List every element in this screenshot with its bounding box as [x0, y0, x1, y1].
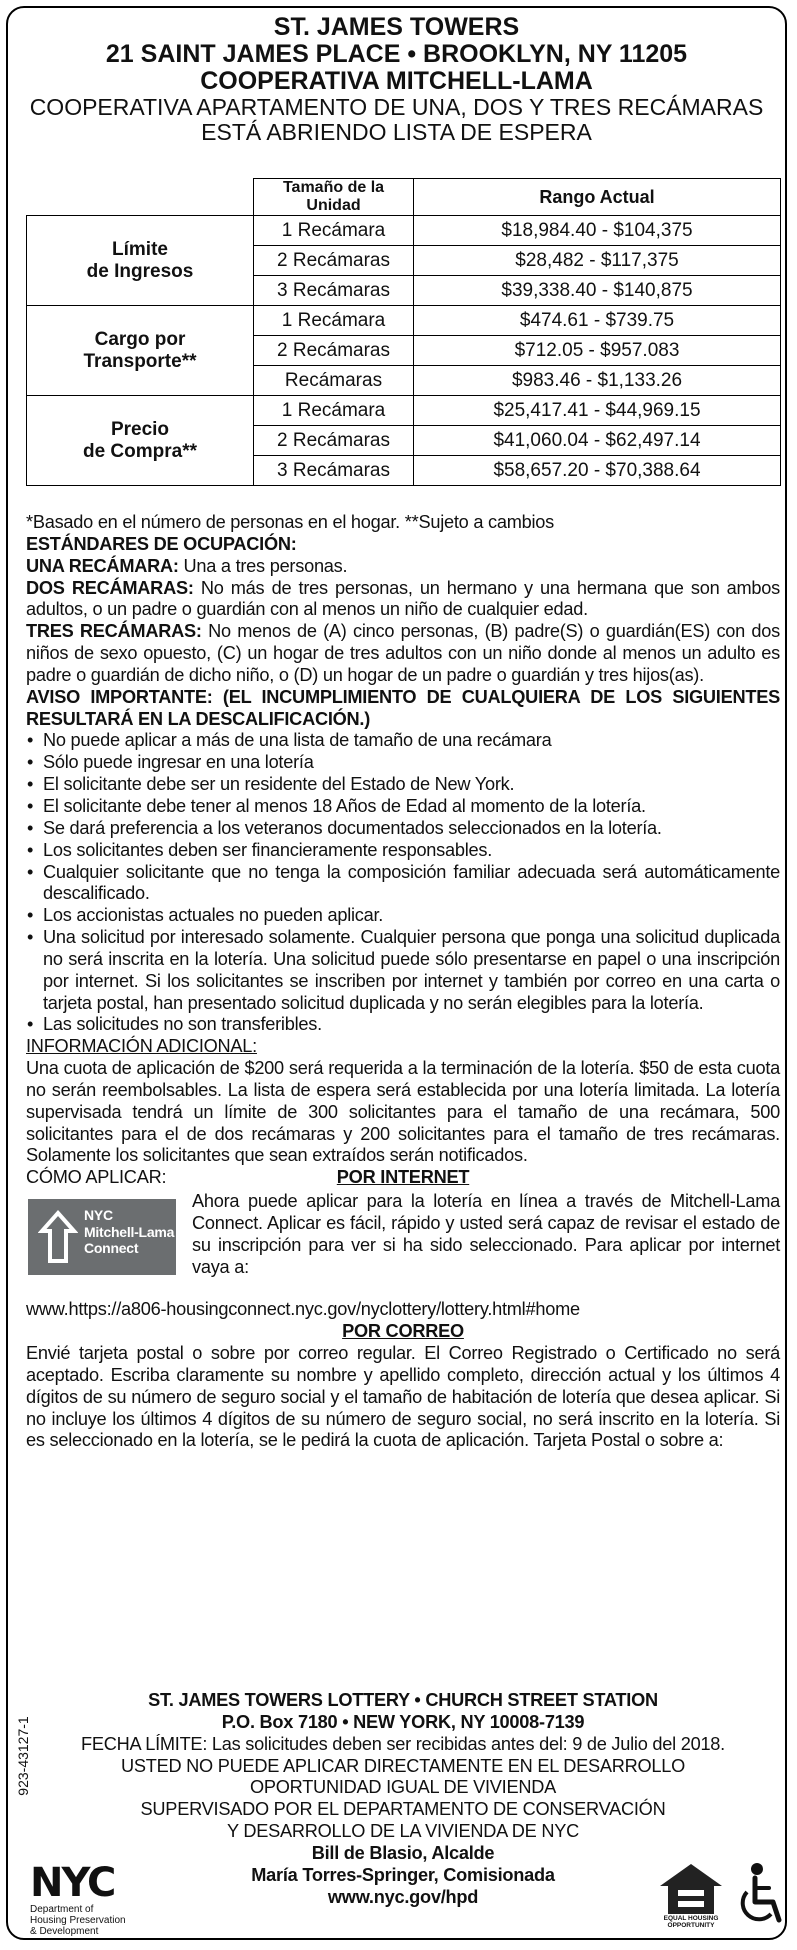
unit-cell: 2 Recámaras [254, 336, 414, 366]
range-cell: $18,984.40 - $104,375 [414, 216, 781, 246]
commissioner: María Torres-Springer, Comisionada [251, 1864, 555, 1885]
list-item: • Se dará preferencia a los veteranos documentados seleccionados en la lotería. [26, 818, 780, 840]
logo-text-nyc: NYC [84, 1207, 113, 1224]
income-limit-label: Límite de Ingresos [27, 216, 254, 306]
table-header-row [27, 179, 781, 216]
unit-cell: 3 Recámaras [254, 456, 414, 486]
logo-text-mitchell-lama: Mitchell-Lama [84, 1223, 175, 1240]
footnote: *Basado en el número de personas en el hogar. **Sujeto a cambios [26, 512, 554, 532]
unit-cell: 2 Recámaras [254, 246, 414, 276]
equal-housing-icon [656, 1860, 726, 1916]
additional-info-text: Una cuota de aplicación de $200 será requerida a la terminación de la lotería. $50 de esta cuota no serán reembolsables. La lista de espera será establecida por una lotería limitada. La lotería supervisada tendrá un límite de 300 solicitantes para el tamaño de una recámara, 500 solicitantes para el de dos recámaras y 200 solicitantes para el tamaño de tres recámaras. Solamente los solicitantes que sean extraídos serán notificados. [26, 1058, 780, 1166]
table-row [27, 306, 781, 336]
building-name: ST. JAMES TOWERS [273, 13, 520, 41]
range-cell: $983.46 - $1,133.26 [414, 366, 781, 396]
unit-cell: Recámaras [254, 366, 414, 396]
three-bedroom-standard: TRES RECÁMARAS: No menos de (A) cinco personas, (B) padre(S) o guardián(ES) con dos niños de sexo opuesto, (C) un hogar de tres adultos con un niño donde al menos un adulto es padre o guardián de dicho niño, o (D) un hogar de un padre o guardián y tres hijos(as). [26, 621, 780, 685]
supervised-by-line2: Y DESARROLLO DE LA VIVIENDA DE NYC [226, 1821, 579, 1842]
internet-title: POR INTERNET [336, 1167, 470, 1188]
hpd-website[interactable]: www.nyc.gov/hpd [327, 1886, 479, 1907]
important-notice: AVISO IMPORTANTE: (EL INCUMPLIMIENTO DE CUALQUIERA DE LOS SIGUIENTES RESULTARÁ EN LA DESCALIFICACIÓN.) [26, 686, 780, 729]
range-cell: $58,657.20 - $70,388.64 [414, 456, 781, 486]
carrying-charge-label: Cargo por Transporte** [27, 306, 254, 396]
apartment-description: COOPERATIVA APARTAMENTO DE UNA, DOS Y TRES RECÁMARAS [29, 94, 764, 120]
range-cell: $25,417.41 - $44,969.15 [414, 396, 781, 426]
mailing-address-line2: P.O. Box 7180 • NEW YORK, NY 10008-7139 [221, 1711, 585, 1732]
program-name: COOPERATIVA MITCHELL-LAMA [200, 67, 593, 95]
table-row [27, 216, 781, 246]
notice-frame [6, 6, 787, 1940]
mailing-address-line1: ST. JAMES TOWERS LOTTERY • CHURCH STREET STATION [148, 1690, 658, 1710]
equal-opportunity: OPORTUNIDAD IGUAL DE VIVIENDA [249, 1777, 557, 1798]
requirements-list [26, 730, 780, 1036]
unit-cell: 1 Recámara [254, 216, 414, 246]
additional-info-title: INFORMACIÓN ADICIONAL: [26, 1036, 257, 1057]
equal-housing-logo: EQUAL HOUSING OPPORTUNITY [656, 1860, 726, 1932]
occupancy-title: ESTÁNDARES DE OCUPACIÓN: [26, 533, 297, 554]
mail-title: POR CORREO [342, 1321, 464, 1342]
internet-section [26, 1191, 780, 1299]
internet-text: Ahora puede aplicar para la lotería en línea a través de Mitchell-Lama Connect. Aplicar es fácil, rápido y usted será capaz de revisar el estado de su inscripción para ver si ha sido seleccionado. Para aplicar por internet vaya a: [192, 1191, 780, 1277]
nyc-hpd-logo [30, 1860, 170, 1937]
how-to-apply-label: CÓMO APLICAR: [26, 1167, 167, 1188]
application-url[interactable]: www.https://a806-housingconnect.nyc.gov/nyclottery/lottery.html#home [26, 1299, 580, 1320]
wheelchair-accessibility-icon [733, 1862, 787, 1930]
how-to-apply-row [26, 1167, 780, 1191]
purchase-price-label: Precio de Compra** [27, 396, 254, 486]
range-cell: $28,482 - $117,375 [414, 246, 781, 276]
notice-body [26, 512, 780, 1452]
rates-table [26, 178, 781, 486]
logo-text-connect: Connect [84, 1240, 139, 1257]
unit-cell: 2 Recámaras [254, 426, 414, 456]
unit-cell: 3 Recámaras [254, 276, 414, 306]
building-address: 21 SAINT JAMES PLACE • BROOKLYN, NY 11205 [105, 40, 688, 68]
nyc-logo-text: NYC [30, 1860, 115, 1906]
hpd-text-2: Housing Preservation [30, 1915, 126, 1926]
mitchell-lama-connect-logo [28, 1199, 176, 1275]
range-cell: $41,060.04 - $62,497.14 [414, 426, 781, 456]
side-code: 923-43127-1 [15, 1716, 31, 1796]
hpd-text-1: Department of [30, 1904, 94, 1915]
unit-cell: 1 Recámara [254, 396, 414, 426]
two-bedroom-standard: DOS RECÁMARAS: No más de tres personas, un hermano y una hermana que son ambos adultos, o un padre o guardián con al menos un niño de cualquier edad. [26, 577, 780, 620]
supervised-by-line1: SUPERVISADO POR EL DEPARTAMENTO DE CONSERVACIÓN [140, 1799, 666, 1820]
mayor: Bill de Blasio, Alcalde [311, 1842, 495, 1863]
list-item: • El solicitante debe ser un residente del Estado de New York. [26, 774, 780, 796]
unit-size-header: Tamaño de la Unidad [254, 179, 414, 216]
table-row [27, 396, 781, 426]
unit-cell: 1 Recámara [254, 306, 414, 336]
range-cell: $474.61 - $739.75 [414, 306, 781, 336]
list-item: • Una solicitud por interesado solamente. Cualquier persona que ponga una solicitud duplicada no será inscrita en la lotería. Una solicitud puede sólo presentarse en papel o una inscripción por internet. Si los solicitantes se inscriben por internet y también por correo en una carta o tarjeta postal, han presentado solicitud duplicada y no serán elegibles para la lotería. [26, 927, 780, 1014]
hpd-text-3: & Development [30, 1926, 99, 1937]
no-direct-apply: USTED NO PUEDE APLICAR DIRECTAMENTE EN EL DESARROLLO [120, 1755, 686, 1776]
mail-text: Envié tarjeta postal o sobre por correo regular. El Correo Registrado o Certificado no será aceptado. Escriba claramente su nombre y apellido completo, dirección actual y los últimos 4 dígitos de su número de seguro social y el tamaño de habitación de lotería que desea aplicar. Si no incluye los últimos 4 dígitos de su número de seguro social, no será inscrito en la lotería. Si es seleccionado en la lotería, se le pedirá la cuota de aplicación. Tarjeta Postal o sobre a: [26, 1343, 780, 1451]
one-bedroom-standard: UNA RECÁMARA: Una a tres personas. [26, 555, 348, 576]
list-item: • Los solicitantes deben ser financieramente responsables. [26, 840, 780, 862]
waitlist-notice: ESTÁ ABRIENDO LISTA DE ESPERA [201, 118, 592, 145]
list-item: • Sólo puede ingresar en una lotería [26, 752, 780, 774]
house-arrow-icon [38, 1209, 78, 1265]
header [8, 14, 785, 145]
blank-header [27, 179, 254, 216]
list-item: • No puede aplicar a más de una lista de tamaño de una recámara [26, 730, 780, 752]
list-item: • Cualquier solicitante que no tenga la composición familiar adecuada será automáticamente descalificado. [26, 862, 780, 906]
range-header: Rango Actual [414, 179, 781, 216]
list-item: • Las solicitudes no son transferibles. [26, 1014, 780, 1036]
list-item: • El solicitante debe tener al menos 18 Años de Edad al momento de la lotería. [26, 796, 780, 818]
range-cell: $39,338.40 - $140,875 [414, 276, 781, 306]
deadline: FECHA LÍMITE: Las solicitudes deben ser recibidas antes del: 9 de Julio del 2018. [81, 1733, 725, 1754]
range-cell: $712.05 - $957.083 [414, 336, 781, 366]
list-item: • Los accionistas actuales no pueden aplicar. [26, 905, 780, 927]
